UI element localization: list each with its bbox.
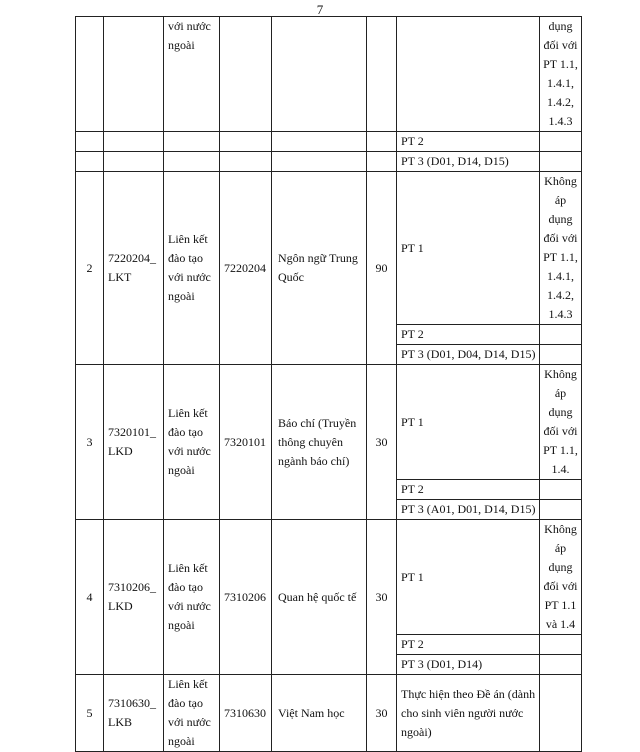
note-cell: Không áp dụng đối với PT 1.1, 1.4.1, 1.4.2, 1.4.3: [540, 172, 582, 325]
stt-cell: 4: [76, 520, 104, 675]
code-cell: 7320101_ LKD: [104, 365, 164, 520]
ma-cell: 7310206: [220, 520, 272, 675]
table-row: [76, 17, 582, 132]
pt3-cell: PT 3 (A01, D01, D14, D15): [397, 500, 540, 520]
pt3-cell: PT 3 (D01, D14): [397, 655, 540, 675]
pt3-cell: PT 3 (D01, D14, D15): [397, 152, 540, 172]
pt2-cell: PT 2: [397, 132, 540, 152]
ma-cell: 7320101: [220, 365, 272, 520]
name-cell: Ngôn ngữ Trung Quốc: [272, 172, 367, 365]
qty-cell: 30: [367, 520, 397, 675]
qty-cell: 30: [367, 675, 397, 752]
pt2-cell: PT 2: [397, 480, 540, 500]
table-row: [76, 172, 582, 325]
pt2-cell: PT 2: [397, 325, 540, 345]
name-cell: [272, 17, 367, 132]
pt2-cell: PT 2: [397, 635, 540, 655]
pt1-cell: PT 1: [397, 520, 540, 635]
type-cell: Liên kết đào tạo với nước ngoài: [164, 520, 220, 675]
name-cell: Quan hệ quốc tế: [272, 520, 367, 675]
stt-cell: 5: [76, 675, 104, 752]
code-cell: 7310630_ LKB: [104, 675, 164, 752]
code-cell: 7220204_ LKT: [104, 172, 164, 365]
stt-cell: 3: [76, 365, 104, 520]
qty-cell: 30: [367, 365, 397, 520]
table-row: [76, 132, 582, 152]
admission-table: [75, 16, 582, 752]
note-cell: Không áp dụng đối với PT 1.1 và 1.4: [540, 520, 582, 635]
pt1-cell: Thực hiện theo Đề án (dành cho sinh viên người nước ngoài): [397, 675, 540, 752]
pt1-cell: PT 1: [397, 172, 540, 325]
pt1-cell: PT 1: [397, 365, 540, 480]
type-cell: Liên kết đào tạo với nước ngoài: [164, 365, 220, 520]
name-cell: Báo chí (Truyền thông chuyên ngành báo chí): [272, 365, 367, 520]
qty-cell: 90: [367, 172, 397, 365]
qty-cell: [367, 17, 397, 132]
name-cell: Việt Nam học: [272, 675, 367, 752]
note-text: dụng đối với PT 1.1, 1.4.1, 1.4.2, 1.4.3: [543, 19, 578, 128]
stt-cell: 2: [76, 172, 104, 365]
type-cell: Liên kết đào tạo với nước ngoài: [164, 172, 220, 365]
code-cell: 7310206_ LKD: [104, 520, 164, 675]
table-row: [76, 520, 582, 635]
ma-cell: 7310630: [220, 675, 272, 752]
note-cell: [540, 17, 582, 132]
stt-cell: [76, 17, 104, 132]
note-cell: Không áp dụng đối với PT 1.1, 1.4.: [540, 365, 582, 480]
type-text: với nước ngoài: [168, 19, 211, 52]
type-cell: [164, 17, 220, 132]
ma-cell: 7220204: [220, 172, 272, 365]
table-row: [76, 675, 582, 752]
type-cell: Liên kết đào tạo với nước ngoài: [164, 675, 220, 752]
table-row: [76, 365, 582, 480]
pt1-cell: [397, 17, 540, 132]
code-cell: [104, 17, 164, 132]
page-number: 7: [316, 2, 324, 17]
table-row: [76, 152, 582, 172]
note-cell: [540, 675, 582, 752]
pt3-cell: PT 3 (D01, D04, D14, D15): [397, 345, 540, 365]
ma-cell: [220, 17, 272, 132]
